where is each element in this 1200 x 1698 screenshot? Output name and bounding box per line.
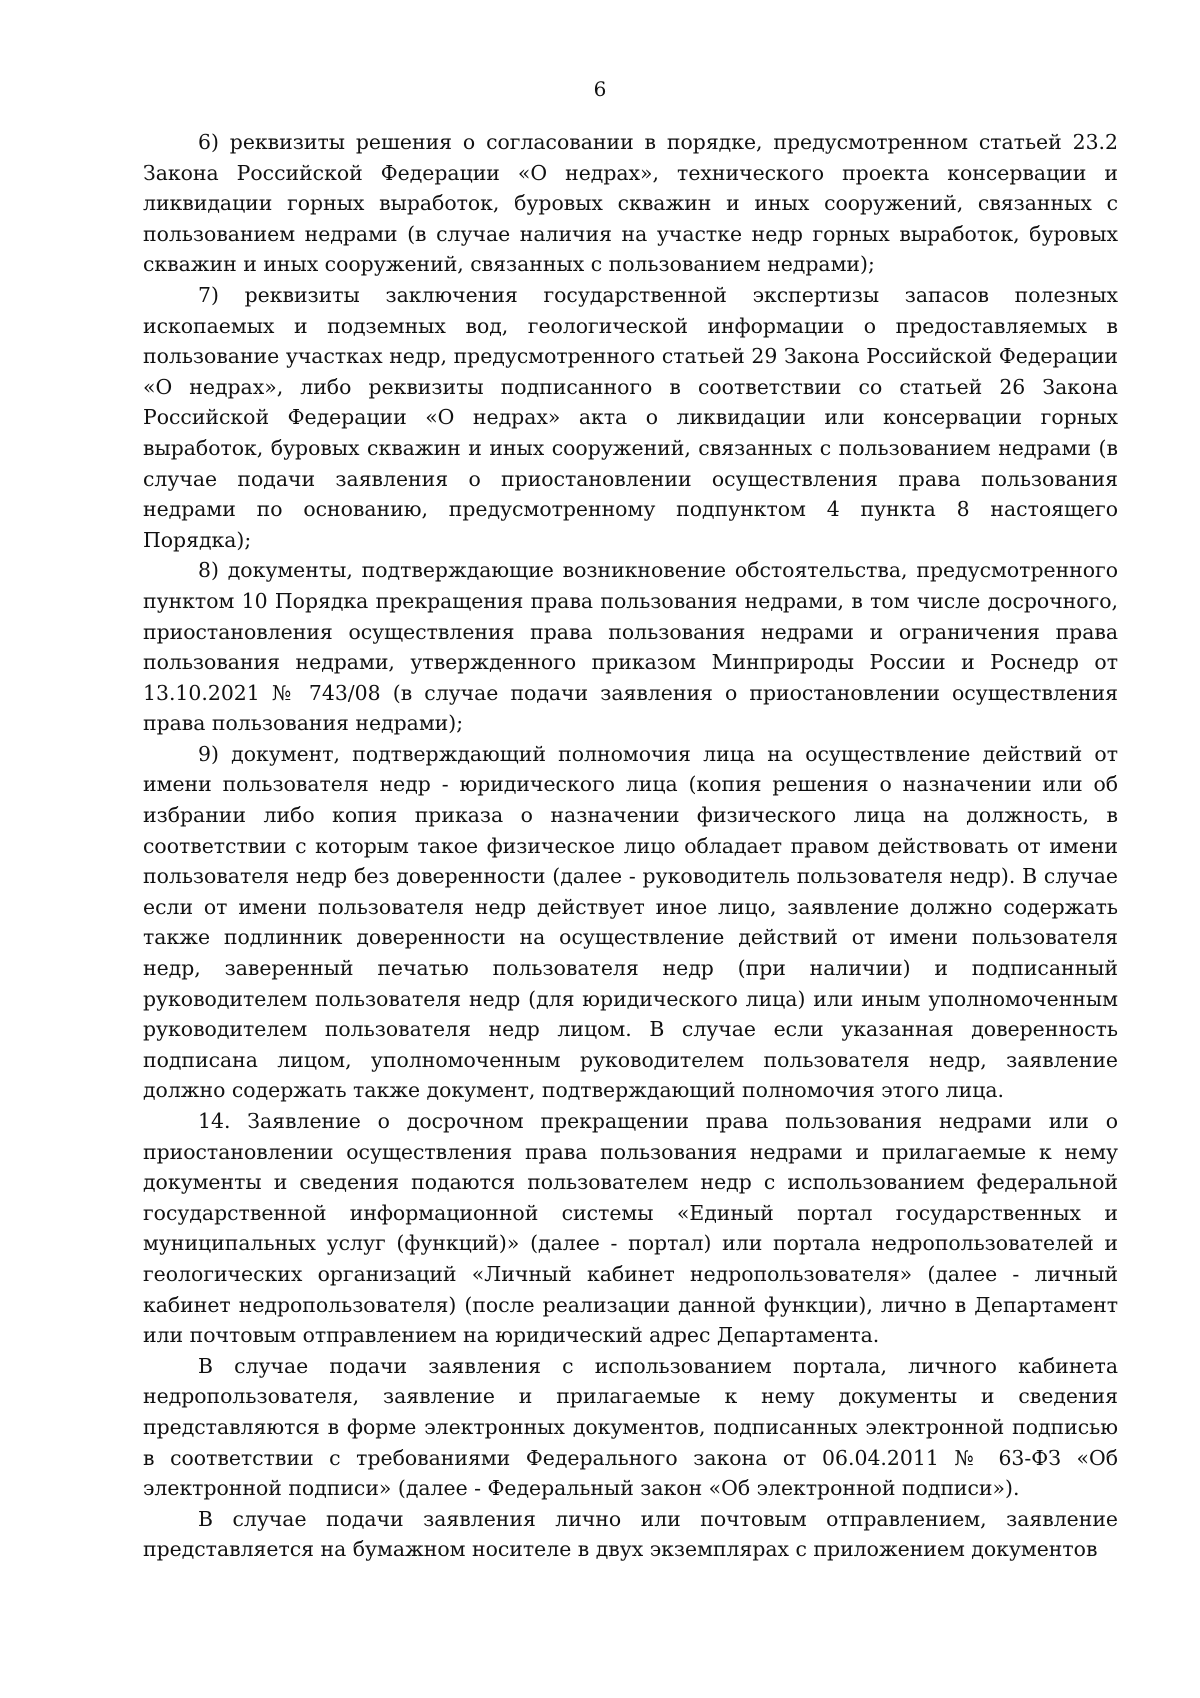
paragraph-item-7: 7) реквизиты заключения государственной экспертизы запасов полезных ископаемых и подземных вод, геологической информации о предоставляемых в пользование участках недр, предусмотренного статьей 29 Закона Российской Федерации «О недрах», либо реквизиты подписанного в соответствии со статьей 26 Закона Российской Федерации «О недрах» акта о ликвидации или консервации горных выработок, буровых скважин и иных сооружений, связанных с пользованием недрами (в случае подачи заявления о приостановлении осуществления права пользования недрами по основанию, предусмотренному подпунктом 4 пункта 8 настоящего Порядка); (143, 282, 1118, 552)
paragraph-electronic-submission: В случае подачи заявления с использованием портала, личного кабинета недропользователя, заявление и прилагаемые к нему документы и сведения представляются в форме электронных документов, подписанных электронной подписью в соответствии с требованиями Федерального закона от 06.04.2011 № 63-ФЗ «Об электронной подписи» (далее - Федеральный закон «Об электронной подписи»). (143, 1353, 1118, 1501)
paragraph-item-9: 9) документ, подтверждающий полномочия лица на осуществление действий от имени пользователя недр - юридического лица (копия решения о назначении или об избрании либо копия приказа о назначении физического лица на должность, в соответствии с которым такое физическое лицо обладает правом действовать от имени пользователя недр без доверенности (далее - руководитель пользователя недр). В случае если от имени пользователя недр действует иное лицо, заявление должно содержать также подлинник доверенности на осуществление действий от имени пользователя недр, заверенный печатью пользователя недр (при наличии) и подписанный руководителем пользователя недр (для юридического лица) или иным уполномоченным руководителем пользователя недр лицом. В случае если указанная доверенность подписана лицом, уполномоченным руководителем пользователя недр, заявление должно содержать также документ, подтверждающий полномочия этого лица. (143, 741, 1118, 1103)
paragraph-paper-submission: В случае подачи заявления лично или почтовым отправлением, заявление представляется на бумажном носителе в двух экземплярах с приложением документов (143, 1506, 1118, 1562)
paragraph-item-8: 8) документы, подтверждающие возникновение обстоятельства, предусмотренного пунктом 10 Порядка прекращения права пользования недрами, в том числе досрочного, приостановления осуществления права пользования недрами и ограничения права пользования недрами, утвержденного приказом Минприроды России и Роснедр от 13.10.2021 № 743/08 (в случае подачи заявления о приостановлении осуществления права пользования недрами); (143, 558, 1118, 736)
document-body (143, 127, 1118, 1565)
page-number: 6 (593, 77, 607, 101)
paragraph-clause-14: 14. Заявление о досрочном прекращении права пользования недрами или о приостановлении осуществления права пользования недрами и прилагаемые к нему документы и сведения подаются пользователем недр с использованием федеральной государственной информационной системы «Единый портал государственных и муниципальных услуг (функций)» (далее - портал) или портала недропользователей и геологических организаций «Личный кабинет недропользователя» (далее - личный кабинет недропользователя) (после реализации данной функции), лично в Департамент или почтовым отправлением на юридический адрес Департамента. (143, 1109, 1118, 1348)
paragraph-item-6: 6) реквизиты решения о согласовании в порядке, предусмотренном статьей 23.2 Закона Российской Федерации «О недрах», технического проекта консервации и ликвидации горных выработок, буровых скважин и иных сооружений, связанных с пользованием недрами (в случае наличия на участке недр горных выработок, буровых скважин и иных сооружений, связанных с пользованием недрами); (143, 130, 1118, 277)
